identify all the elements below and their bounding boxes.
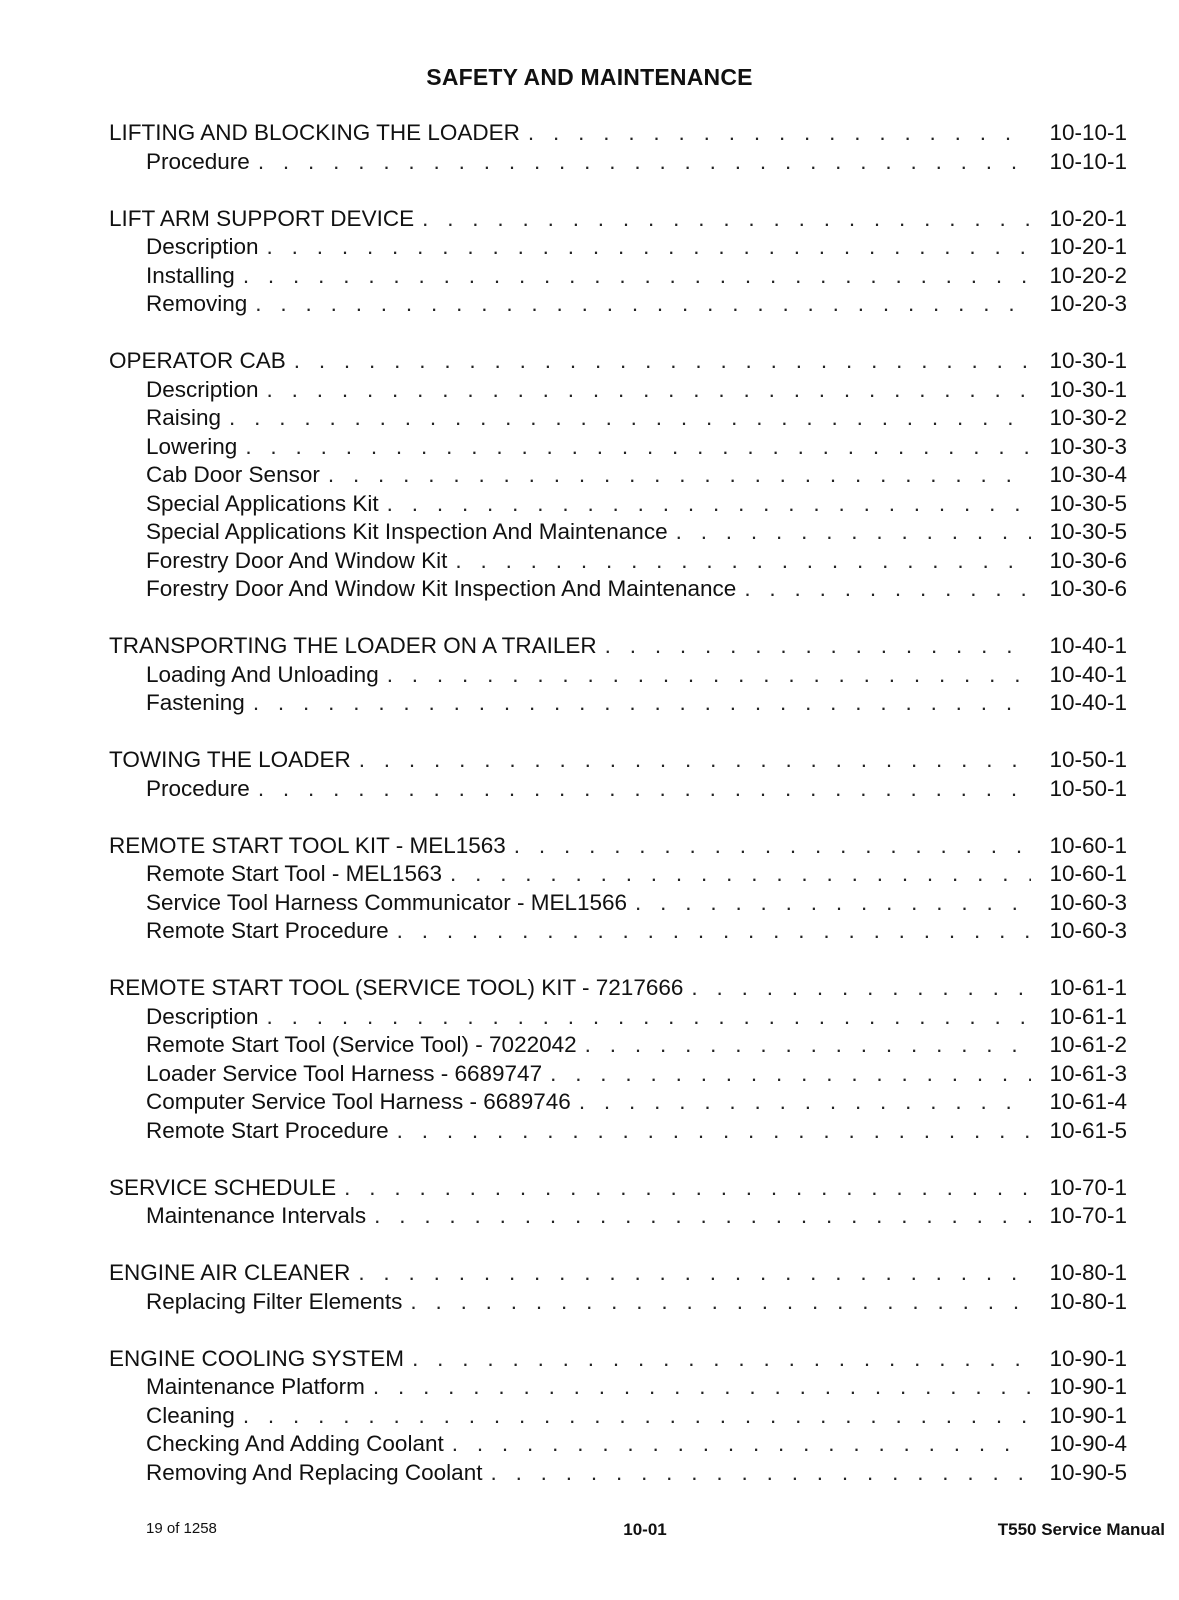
toc-page-number: 10-30-5 <box>1049 519 1127 544</box>
footer-section-page: 10-01 <box>623 1520 667 1539</box>
toc-page-number: 10-30-3 <box>1049 433 1127 459</box>
toc-page-number: 10-30-4 <box>1049 462 1127 487</box>
toc-page-number: 10-60-3 <box>1049 889 1127 915</box>
dot-leader <box>258 148 1031 177</box>
dot-leader <box>397 1117 1031 1146</box>
dot-leader <box>514 832 1031 861</box>
toc-entry <box>109 376 1127 405</box>
dot-leader <box>691 974 1031 1003</box>
toc-page-number: 10-20-3 <box>1049 291 1127 316</box>
toc-page-number: 10-60-3 <box>1049 918 1127 943</box>
toc-entry-label: Procedure <box>146 148 250 174</box>
toc-entry-label: Description <box>146 376 259 402</box>
toc-entry <box>109 1373 1127 1402</box>
toc-page-number: 10-80-1 <box>1049 1260 1127 1285</box>
toc-entry-label: Remote Start Procedure <box>146 918 389 943</box>
toc-section <box>109 1174 1127 1231</box>
toc-page-number: 10-61-3 <box>1049 1060 1127 1086</box>
toc-entry <box>109 1060 1127 1089</box>
toc-entry-label: Cab Door Sensor <box>146 462 320 487</box>
toc-entry-label: Replacing Filter Elements <box>146 1288 403 1314</box>
dot-leader <box>455 547 1031 576</box>
page-footer <box>0 1520 1179 1544</box>
toc-entry-label: Loading And Unloading <box>146 661 379 687</box>
dot-leader <box>528 119 1031 148</box>
toc-entry <box>109 461 1127 490</box>
toc-section-heading <box>109 974 1127 1003</box>
toc-entry <box>109 1459 1127 1488</box>
dot-leader <box>422 205 1031 234</box>
toc-section <box>109 347 1127 604</box>
toc-section-heading <box>109 632 1127 661</box>
toc-entry-label: Raising <box>146 405 222 430</box>
toc-entry <box>109 1202 1127 1231</box>
toc-section-title: ENGINE COOLING SYSTEM <box>109 1345 405 1371</box>
toc-entry-label: Fastening <box>146 690 245 715</box>
toc-page-number: 10-40-1 <box>1049 690 1127 715</box>
toc-page-number: 10-50-1 <box>1049 775 1127 801</box>
toc-page-number: 10-30-6 <box>1049 576 1127 601</box>
toc-page-number: 10-20-1 <box>1049 234 1127 259</box>
toc-entry <box>109 148 1127 177</box>
toc-section <box>109 1345 1127 1488</box>
dot-leader <box>258 775 1031 804</box>
toc-entry <box>109 262 1127 291</box>
dot-leader <box>243 262 1031 291</box>
toc-entry <box>109 661 1127 690</box>
toc-entry <box>109 547 1127 576</box>
toc-entry <box>109 1402 1127 1431</box>
toc-entry-label: Forestry Door And Window Kit <box>146 547 448 573</box>
toc-page-number: 10-10-1 <box>1049 148 1127 174</box>
toc-page-number: 10-50-1 <box>1049 747 1127 772</box>
dot-leader <box>490 1459 1031 1488</box>
table-of-contents <box>109 119 1127 1516</box>
toc-entry <box>109 889 1127 918</box>
toc-page-number: 10-90-1 <box>1049 1374 1127 1399</box>
dot-leader <box>676 518 1031 547</box>
dot-leader <box>450 860 1031 889</box>
dot-leader <box>358 1259 1031 1288</box>
toc-entry <box>109 518 1127 547</box>
toc-section-heading <box>109 205 1127 234</box>
toc-page-number: 10-61-1 <box>1049 1003 1127 1029</box>
toc-entry <box>109 1288 1127 1317</box>
dot-leader <box>410 1288 1031 1317</box>
toc-entry <box>109 1003 1127 1032</box>
toc-page-number: 10-70-1 <box>1049 1203 1127 1228</box>
dot-leader <box>412 1345 1031 1374</box>
toc-section <box>109 119 1127 176</box>
toc-page-number: 10-61-2 <box>1049 1032 1127 1057</box>
dot-leader <box>328 461 1031 490</box>
toc-entry <box>109 1117 1127 1146</box>
toc-section-title: REMOTE START TOOL (SERVICE TOOL) KIT - 7217666 <box>109 975 684 1000</box>
toc-entry-label: Remote Start Tool - MEL1563 <box>146 861 442 886</box>
toc-entry-label: Procedure <box>146 775 250 801</box>
toc-entry <box>109 433 1127 462</box>
toc-page-number: 10-30-6 <box>1049 547 1127 573</box>
toc-page-number: 10-90-1 <box>1049 1402 1127 1428</box>
footer-manual-title: T550 Service Manual <box>997 1520 1165 1539</box>
toc-entry <box>109 860 1127 889</box>
toc-entry <box>109 575 1127 604</box>
toc-page-number: 10-30-1 <box>1049 376 1127 402</box>
toc-section-title: TOWING THE LOADER <box>109 747 351 772</box>
toc-section-heading <box>109 119 1127 148</box>
toc-entry-label: Service Tool Harness Communicator - MEL1566 <box>146 889 628 915</box>
dot-leader <box>550 1060 1031 1089</box>
dot-leader <box>635 889 1031 918</box>
dot-leader <box>452 1430 1031 1459</box>
toc-entry-label: Computer Service Tool Harness - 6689746 <box>146 1089 571 1114</box>
toc-page-number: 10-60-1 <box>1049 861 1127 886</box>
toc-entry-label: Installing <box>146 262 235 288</box>
dot-leader <box>243 1402 1031 1431</box>
toc-entry <box>109 917 1127 946</box>
toc-entry-label: Maintenance Platform <box>146 1374 365 1399</box>
dot-leader <box>585 1031 1031 1060</box>
toc-page-number: 10-70-1 <box>1049 1174 1127 1200</box>
dot-leader <box>344 1174 1031 1203</box>
dot-leader <box>294 347 1031 376</box>
toc-page-number: 10-61-4 <box>1049 1089 1127 1114</box>
toc-entry <box>109 1031 1127 1060</box>
toc-entry-label: Forestry Door And Window Kit Inspection And Maintenance <box>146 576 737 601</box>
toc-entry <box>109 490 1127 519</box>
toc-section-heading <box>109 1259 1127 1288</box>
toc-page-number: 10-30-5 <box>1049 490 1127 516</box>
toc-section-title: LIFT ARM SUPPORT DEVICE <box>109 205 415 231</box>
dot-leader <box>253 689 1031 718</box>
toc-entry <box>109 290 1127 319</box>
toc-section <box>109 974 1127 1145</box>
toc-section-title: SERVICE SCHEDULE <box>109 1174 337 1200</box>
toc-section-heading <box>109 347 1127 376</box>
toc-entry-label: Description <box>146 1003 259 1029</box>
toc-section-heading <box>109 1174 1127 1203</box>
dot-leader <box>267 1003 1031 1032</box>
toc-section <box>109 832 1127 946</box>
toc-section-title: REMOTE START TOOL KIT - MEL1563 <box>109 832 506 858</box>
toc-section-heading <box>109 746 1127 775</box>
toc-page-number: 10-40-1 <box>1049 661 1127 687</box>
toc-entry-label: Maintenance Intervals <box>146 1203 367 1228</box>
toc-page-number: 10-30-1 <box>1049 348 1127 373</box>
toc-entry <box>109 404 1127 433</box>
dot-leader <box>359 746 1031 775</box>
toc-entry <box>109 775 1127 804</box>
toc-section-title: LIFTING AND BLOCKING THE LOADER <box>109 120 520 145</box>
dot-leader <box>387 661 1031 690</box>
toc-page-number: 10-80-1 <box>1049 1288 1127 1314</box>
footer-page-count: 19 of 1258 <box>146 1520 217 1537</box>
toc-page-number: 10-10-1 <box>1049 120 1127 145</box>
toc-entry-label: Checking And Adding Coolant <box>146 1431 444 1456</box>
toc-page-number: 10-20-1 <box>1049 205 1127 231</box>
toc-entry <box>109 233 1127 262</box>
toc-entry-label: Cleaning <box>146 1402 235 1428</box>
toc-page-number: 10-60-1 <box>1049 832 1127 858</box>
toc-entry-label: Lowering <box>146 433 238 459</box>
toc-page-number: 10-20-2 <box>1049 262 1127 288</box>
toc-entry-label: Removing <box>146 291 248 316</box>
dot-leader <box>255 290 1031 319</box>
dot-leader <box>605 632 1031 661</box>
toc-section-title: ENGINE AIR CLEANER <box>109 1260 351 1285</box>
toc-entry-label: Description <box>146 234 259 259</box>
toc-entry <box>109 1430 1127 1459</box>
toc-entry-label: Removing And Replacing Coolant <box>146 1459 483 1485</box>
toc-entry <box>109 1088 1127 1117</box>
toc-entry-label: Special Applications Kit Inspection And Maintenance <box>146 519 668 544</box>
dot-leader <box>374 1202 1031 1231</box>
dot-leader <box>744 575 1031 604</box>
dot-leader <box>397 917 1031 946</box>
dot-leader <box>387 490 1031 519</box>
toc-section-title: OPERATOR CAB <box>109 348 286 373</box>
toc-entry-label: Remote Start Procedure <box>146 1117 389 1143</box>
dot-leader <box>229 404 1031 433</box>
toc-section-heading <box>109 832 1127 861</box>
toc-entry <box>109 689 1127 718</box>
dot-leader <box>267 233 1031 262</box>
toc-page-number: 10-30-2 <box>1049 405 1127 430</box>
toc-entry-label: Special Applications Kit <box>146 490 379 516</box>
toc-section-heading <box>109 1345 1127 1374</box>
toc-entry-label: Remote Start Tool (Service Tool) - 7022042 <box>146 1032 577 1057</box>
toc-entry-label: Loader Service Tool Harness - 6689747 <box>146 1060 543 1086</box>
toc-section <box>109 205 1127 319</box>
toc-section <box>109 746 1127 803</box>
toc-page-number: 10-61-5 <box>1049 1117 1127 1143</box>
toc-section-title: TRANSPORTING THE LOADER ON A TRAILER <box>109 633 597 658</box>
toc-page-number: 10-90-4 <box>1049 1431 1127 1456</box>
toc-page-number: 10-61-1 <box>1049 975 1127 1000</box>
dot-leader <box>267 376 1031 405</box>
dot-leader <box>373 1373 1031 1402</box>
dot-leader <box>579 1088 1031 1117</box>
toc-page-number: 10-40-1 <box>1049 633 1127 658</box>
toc-section <box>109 1259 1127 1316</box>
page-title: SAFETY AND MAINTENANCE <box>426 64 753 90</box>
toc-section <box>109 632 1127 718</box>
dot-leader <box>245 433 1031 462</box>
toc-page-number: 10-90-5 <box>1049 1459 1127 1485</box>
toc-page-number: 10-90-1 <box>1049 1345 1127 1371</box>
